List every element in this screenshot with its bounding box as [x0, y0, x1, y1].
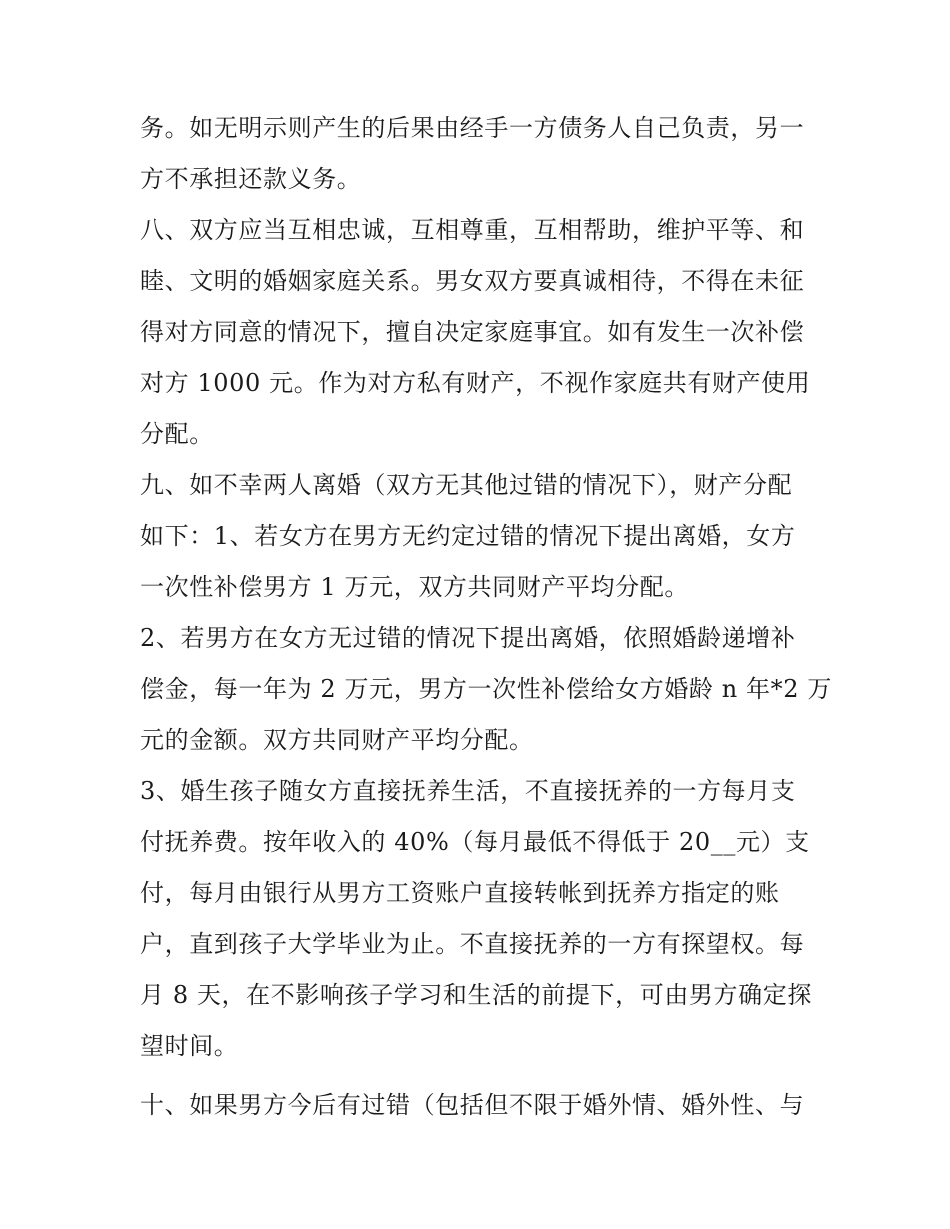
text-line: 3、婚生孩子随女方直接抚养生活，不直接抚养的一方每月支 — [140, 777, 796, 805]
text-line: 睦、文明的婚姻家庭关系。男女双方要真诚相待，不得在未征 — [140, 267, 805, 295]
text-line: 分配。 — [140, 420, 214, 448]
text-line: 十、如果男方今后有过错（包括但不限于婚外情、婚外性、与 — [140, 1091, 805, 1119]
text-line: 一次性补偿男方 1 万元，双方共同财产平均分配。 — [140, 573, 689, 601]
text-line: 得对方同意的情况下，擅自决定家庭事宜。如有发生一次补偿 — [140, 318, 805, 346]
text-line: 如下：1、若女方在男方无约定过错的情况下提出离婚，女方 — [140, 522, 796, 550]
text-line: 方不承担还款义务。 — [140, 165, 362, 193]
text-line: 偿金，每一年为 2 万元，男方一次性补偿给女方婚龄 n 年*2 万 — [140, 675, 832, 703]
text-line: 务。如无明示则产生的后果由经手一方债务人自己负责，另一 — [140, 114, 805, 142]
text-line: 望时间。 — [140, 1032, 239, 1060]
text-line: 月 8 天，在不影响孩子学习和生活的前提下，可由男方确定探 — [140, 981, 812, 1009]
text-line: 八、双方应当互相忠诚，互相尊重，互相帮助，维护平等、和 — [140, 216, 805, 244]
text-line: 元的金额。双方共同财产平均分配。 — [140, 726, 534, 754]
text-line: 付，每月由银行从男方工资账户直接转帐到抚养方指定的账 — [140, 879, 780, 907]
text-line: 付抚养费。按年收入的 40%（每月最低不得低于 20__元）支 — [140, 828, 810, 856]
text-line: 九、如不幸两人离婚（双方无其他过错的情况下），财产分配 — [140, 471, 793, 499]
text-line: 对方 1000 元。作为对方私有财产，不视作家庭共有财产使用 — [140, 369, 811, 397]
text-line: 2、若男方在女方无过错的情况下提出离婚，依照婚龄递增补 — [140, 624, 796, 652]
text-line: 户，直到孩子大学毕业为止。不直接抚养的一方有探望权。每 — [140, 930, 805, 958]
